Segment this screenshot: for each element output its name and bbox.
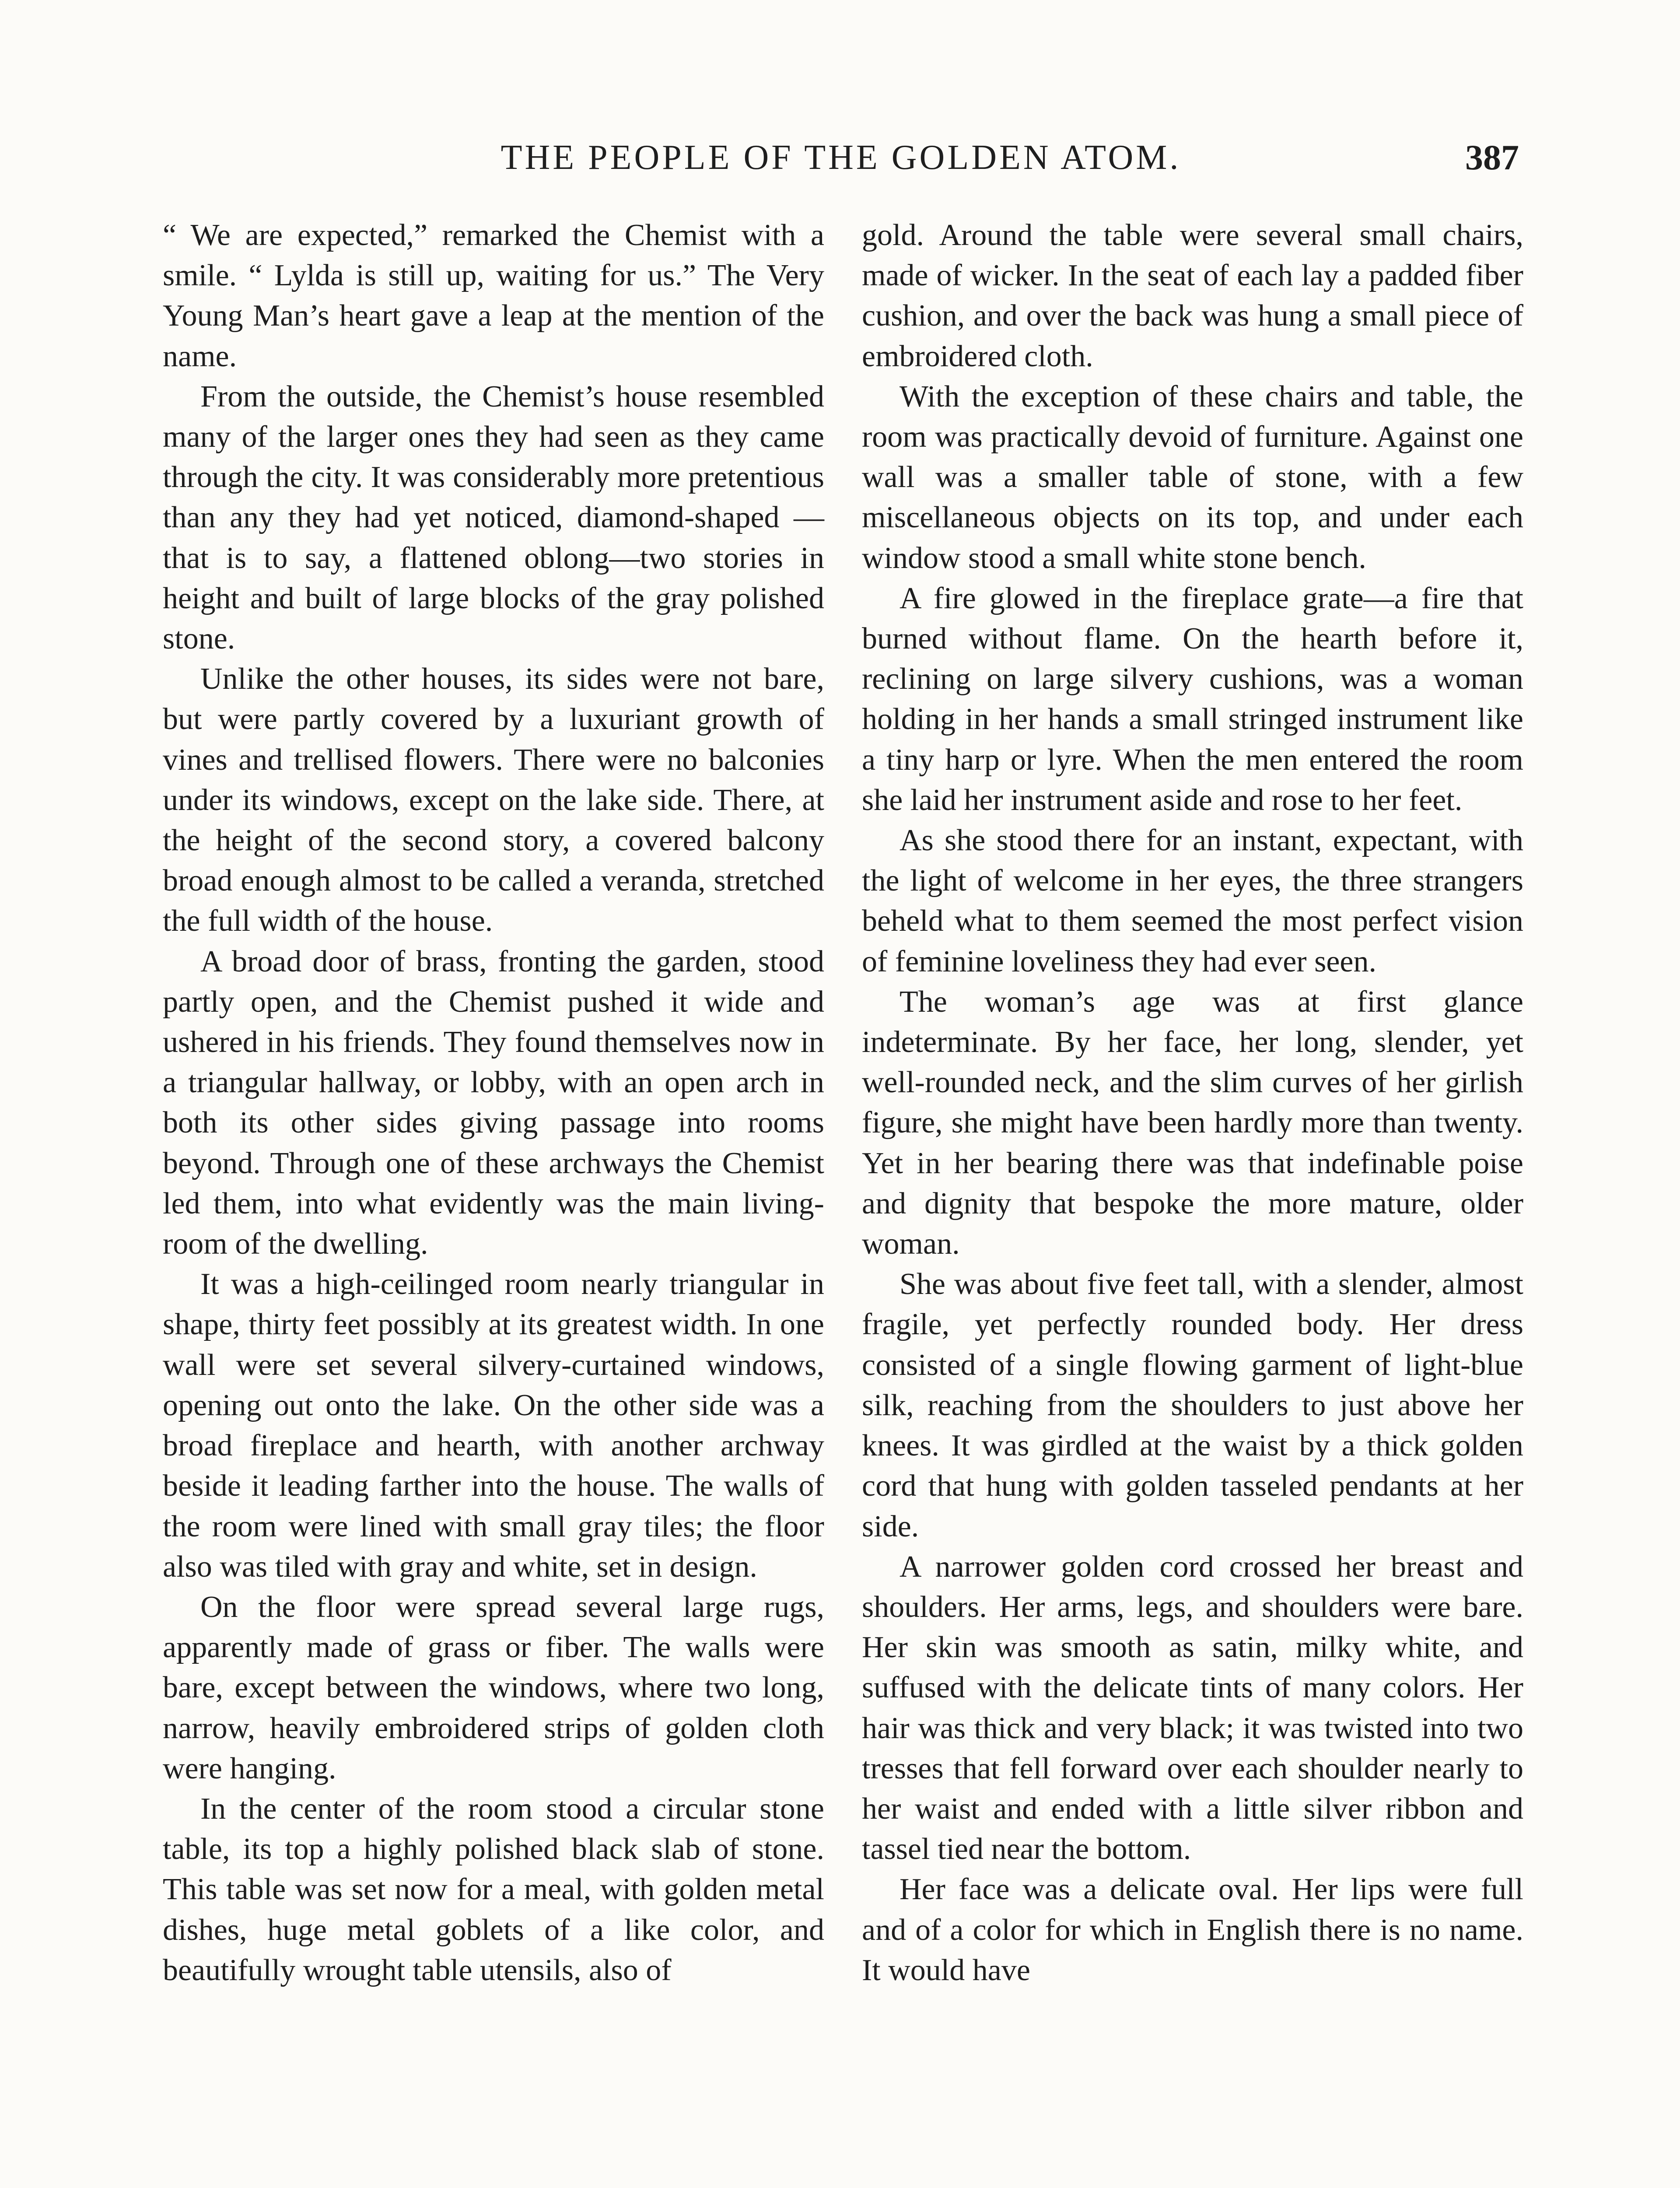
paragraph: It was a high-ceilinged room nearly triangular in shape, thirty feet possibly at its greatest width. In one wall were set several silvery-curtained windows, opening out onto the lake. On the other side was a broad fireplace and hearth, with another archway beside it leading farther into the house. The walls of the room were lined with small gray tiles; the floor also was tiled with gray and white, set in design. xyxy=(163,1267,824,1584)
paragraph: A fire glowed in the fireplace grate—a fire that burned without flame. On the hearth before it, reclining on large silvery cushions, was a woman holding in her hands a small stringed instrument like a tiny harp or lyre. When the men entered the room she laid her instrument aside and rose to her feet. xyxy=(862,581,1523,817)
paragraph: The woman’s age was at first glance indeterminate. By her face, her long, slender, yet well-rounded neck, and the slim curves of her girlish figure, she might have been hardly more than twenty. Yet in her bearing there was that indefinable poise and dignity that bespoke the more mature, older woman. xyxy=(862,985,1523,1261)
left-text-column xyxy=(163,215,824,1991)
paragraph: gold. Around the table were several small chairs, made of wicker. In the seat of each lay a padded fiber cushion, and over the back was hung a small piece of embroidered cloth. xyxy=(862,218,1523,373)
paragraph: From the outside, the Chemist’s house resembled many of the larger ones they had seen as they came through the city. It was considerably more pretentious than any they had yet noticed, diamond-shaped —that is to say, a flattened oblong—two stories in height and built of large blocks of the gray polished stone. xyxy=(163,379,824,656)
right-text-column xyxy=(862,215,1523,1991)
paragraph: A broad door of brass, fronting the garden, stood partly open, and the Chemist pushed it wide and ushered in his friends. They found themselves now in a triangular hallway, or lobby, with an open arch in both its other sides giving passage into rooms beyond. Through one of these archways the Chemist led them, into what evidently was the main living-room of the dwelling. xyxy=(163,944,824,1261)
paragraph: “ We are expected,” remarked the Chemist with a smile. “ Lylda is still up, waiting for us.” The Very Young Man’s heart gave a leap at the mention of the name. xyxy=(163,218,824,373)
page-number: 387 xyxy=(1465,137,1519,177)
paragraph: Her face was a delicate oval. Her lips were full and of a color for which in English there is no name. It would have xyxy=(862,1872,1523,1987)
page-header xyxy=(163,131,1519,184)
running-title: THE PEOPLE OF THE GOLDEN ATOM. xyxy=(500,138,1181,177)
paragraph: She was about five feet tall, with a slender, almost fragile, yet perfectly rounded body. Her dress consisted of a single flowing garment of light-blue silk, reaching from the shoulders to just above her knees. It was girdled at the waist by a thick golden cord that hung with golden tasseled pendants at her side. xyxy=(862,1267,1523,1543)
paragraph: On the floor were spread several large rugs, apparently made of grass or fiber. The walls were bare, except between the windows, where two long, narrow, heavily embroidered strips of golden cloth were hanging. xyxy=(163,1590,824,1785)
paragraph: As she stood there for an instant, expectant, with the light of welcome in her eyes, the three strangers beheld what to them seemed the most perfect vision of feminine loveliness they had ever seen. xyxy=(862,824,1523,978)
paragraph: Unlike the other houses, its sides were not bare, but were partly covered by a luxuriant growth of vines and trellised flowers. There were no balconies under its windows, except on the lake side. There, at the height of the second story, a covered balcony broad enough almost to be called a veranda, stretched the full width of the house. xyxy=(163,662,824,938)
paragraph: In the center of the room stood a circular stone table, its top a highly polished black slab of stone. This table was set now for a meal, with golden metal dishes, huge metal goblets of a like color, and beautifully wrought table utensils, also of xyxy=(163,1792,824,1987)
paragraph: A narrower golden cord crossed her breast and shoulders. Her arms, legs, and shoulders were bare. Her skin was smooth as satin, milky white, and suffused with the delicate tints of many colors. Her hair was thick and very black; it was twisted into two tresses that fell forward over each shoulder nearly to her waist and ended with a little silver ribbon and tassel tied near the bottom. xyxy=(862,1550,1523,1866)
paragraph: With the exception of these chairs and table, the room was practically devoid of furniture. Against one wall was a smaller table of stone, with a few miscellaneous objects on its top, and under each window stood a small white stone bench. xyxy=(862,379,1523,575)
